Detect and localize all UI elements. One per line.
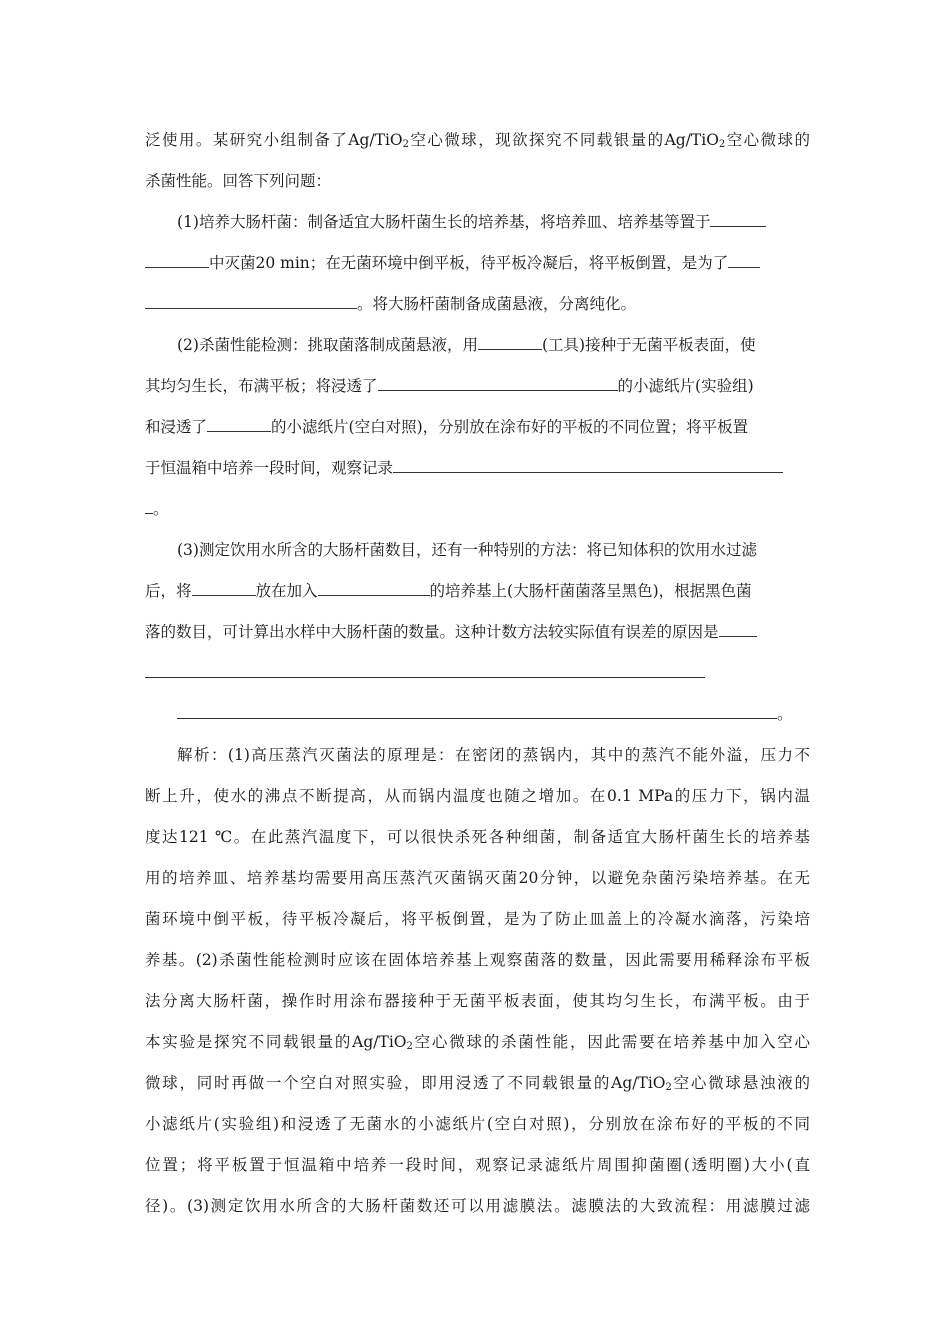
- answer-blank[interactable]: [710, 210, 766, 227]
- text-run: 的小滤纸片(空白对照)，分别放在涂布好的平板的不同位置；将平板置: [271, 418, 749, 436]
- subscript: 2: [718, 139, 726, 150]
- analysis-line-1: 解析：(1)高压蒸汽灭菌法的原理是：在密闭的蒸锅内，其中的蒸汽不能外溢，压力不: [177, 746, 810, 764]
- text-run: 中灭菌20 min；在无菌环境中倒平板，待平板冷凝后，将平板倒置，是为了: [209, 254, 729, 272]
- text-run: 空心微球的杀菌性能，因此需要在培养基中加入空心: [412, 1033, 810, 1051]
- subscript: 2: [402, 139, 410, 150]
- subscript: 2: [665, 1082, 672, 1093]
- answer-blank[interactable]: [478, 333, 542, 350]
- text-run: 。: [777, 705, 793, 723]
- answer-blank[interactable]: [378, 374, 618, 391]
- text-run: 落的数目，可计算出水样中大肠杆菌的数量。这种计数方法较实际值有误差的原因是: [145, 623, 719, 641]
- answer-blank[interactable]: [145, 292, 357, 309]
- analysis-line-6: 养基。(2)杀菌性能检测时应该在固体培养基上观察菌落的数量，因此需要用稀释涂布平板: [145, 951, 810, 969]
- answer-blank[interactable]: [192, 579, 256, 596]
- answer-blank[interactable]: [145, 251, 209, 268]
- answer-blank[interactable]: [145, 661, 705, 678]
- answer-blank[interactable]: [728, 251, 760, 268]
- q3-line-1: (3)测定饮用水所含的大肠杆菌数目，还有一种特别的方法：将已知体积的饮用水过滤: [177, 541, 757, 559]
- text-run: 和浸透了: [145, 418, 208, 436]
- answer-blank[interactable]: [177, 702, 777, 719]
- q1-line-3: [145, 292, 810, 316]
- subscript: 2: [406, 1041, 413, 1052]
- text-run: 后，将: [145, 582, 192, 600]
- text-run: 本实验是探究不同载银量的Ag/TiO: [145, 1033, 407, 1051]
- text-run: 空心微球的: [725, 131, 811, 149]
- question-line-1: [145, 128, 810, 152]
- analysis-line-12: 径)。(3)测定饮用水所含的大肠杆菌数还可以用滤膜法。滤膜法的大致流程：用滤膜过滤: [145, 1197, 810, 1215]
- q2-line-4: [145, 456, 810, 480]
- analysis-line-2: 断上升，使水的沸点不断提高，从而锅内温度也随之增加。在0.1 MPa的压力下，锅内温: [145, 787, 810, 805]
- question-line-2: 杀菌性能。回答下列问题：: [145, 172, 332, 190]
- q3-line-5: [177, 702, 810, 726]
- analysis-line-9: [145, 1071, 810, 1095]
- q3-line-3: [145, 620, 810, 644]
- text-run: (1)培养大肠杆菌：制备适宜大肠杆菌生长的培养基，将培养皿、培养基等置于: [177, 213, 711, 231]
- text-run: (2)杀菌性能检测：挑取菌落制成菌悬液，用: [177, 336, 478, 354]
- analysis-line-10: 小滤纸片(实验组)和浸透了无菌水的小滤纸片(空白对照)，分别放在涂布好的平板的不同: [145, 1115, 810, 1133]
- answer-blank[interactable]: [145, 497, 153, 514]
- text-run: 其均匀生长，布满平板；将浸透了: [145, 377, 378, 395]
- q3-line-2: [145, 579, 810, 603]
- text-run: (工具)接种于无菌平板表面，使: [541, 336, 756, 354]
- text-run: 的小滤纸片(实验组): [617, 377, 754, 395]
- q1-line-1: [177, 210, 810, 234]
- text-run: 空心微球，现欲探究不同载银量的Ag/TiO: [409, 131, 719, 149]
- q2-line-5: [145, 497, 810, 521]
- text-run: 。将大肠杆菌制备成菌悬液，分离纯化。: [357, 295, 637, 313]
- q1-line-2: [145, 251, 810, 275]
- answer-blank[interactable]: [719, 620, 757, 637]
- analysis-line-7: 法分离大肠杆菌，操作时用涂布器接种于无菌平板表面，使其均匀生长，布满平板。由于: [145, 992, 810, 1010]
- q3-line-4: [145, 661, 810, 685]
- text-run: 放在加入: [255, 582, 318, 600]
- q2-line-2: [145, 374, 810, 398]
- text-run: 于恒温箱中培养一段时间，观察记录: [145, 459, 394, 477]
- analysis-line-3: 度达121 ℃。在此蒸汽温度下，可以很快杀死各种细菌，制备适宜大肠杆菌生长的培养基: [145, 828, 810, 846]
- answer-blank[interactable]: [207, 415, 271, 432]
- q2-line-1: [177, 333, 810, 357]
- analysis-line-8: [145, 1030, 810, 1054]
- q2-line-3: [145, 415, 810, 439]
- analysis-line-4: 用的培养皿、培养基均需要用高压蒸汽灭菌锅灭菌20分钟，以避免杂菌污染培养基。在无: [145, 869, 810, 887]
- text-run: 泛使用。某研究小组制备了Ag/TiO: [145, 131, 403, 149]
- analysis-line-5: 菌环境中倒平板，待平板冷凝后，将平板倒置，是为了防止皿盖上的冷凝水滴落，污染培: [145, 910, 810, 928]
- analysis-line-11: 位置；将平板置于恒温箱中培养一段时间，观察记录滤纸片周围抑菌圈(透明圈)大小(直: [145, 1156, 810, 1174]
- text-run: 微球，同时再做一个空白对照实验，即用浸透了不同载银量的Ag/TiO: [145, 1074, 666, 1092]
- text-run: 的培养基上(大肠杆菌菌落呈黑色)，根据黑色菌: [429, 582, 752, 600]
- text-run: 。: [153, 500, 169, 518]
- text-run: 空心微球悬浊液的: [671, 1074, 810, 1092]
- answer-blank[interactable]: [393, 456, 783, 473]
- answer-blank[interactable]: [318, 579, 430, 596]
